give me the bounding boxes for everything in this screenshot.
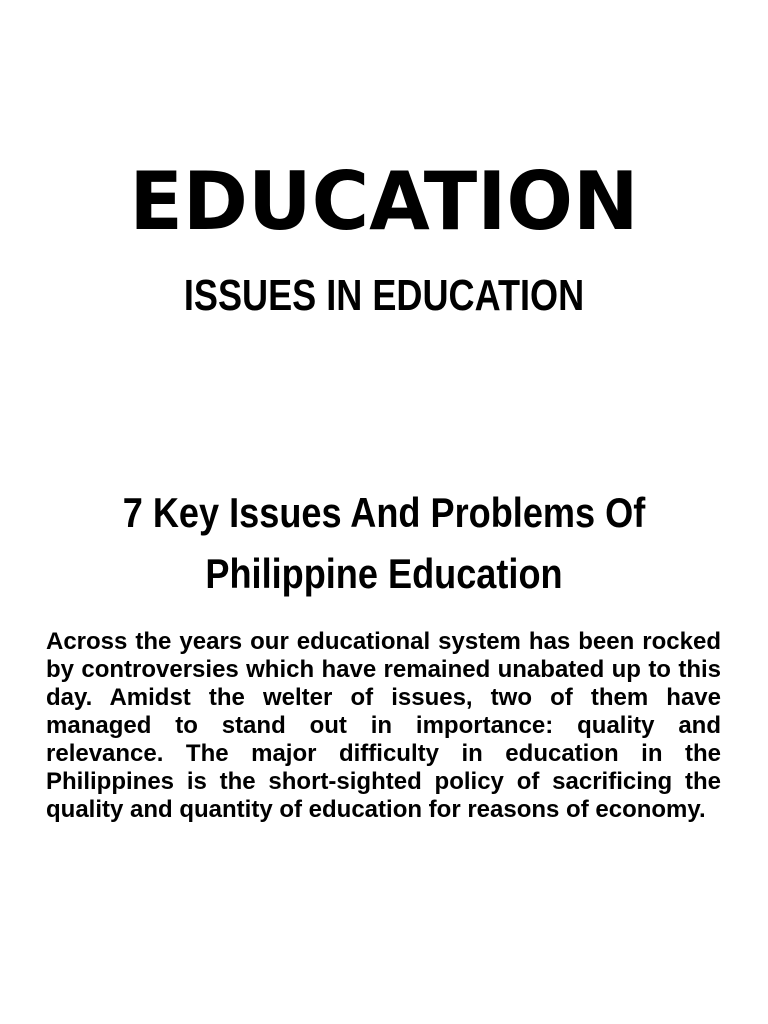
section-heading-line-1: 7 Key Issues And Problems Of	[122, 489, 646, 536]
page-title: EDUCATION	[129, 155, 639, 248]
body-paragraph: Across the years our educational system has been rocked by controversies which have remained unabated up to this day. Amidst the welter of issues, two of them have managed to stand out in importance: quality and relevance. The major difficulty in education in the Philippines is the short-sighted policy of sacrificing the quality and quantity of education for reasons of economy.	[46, 628, 721, 823]
section-heading	[54, 482, 714, 604]
section-heading-line-2: Philippine Education	[205, 550, 563, 597]
page-subtitle: ISSUES IN EDUCATION	[183, 271, 585, 320]
